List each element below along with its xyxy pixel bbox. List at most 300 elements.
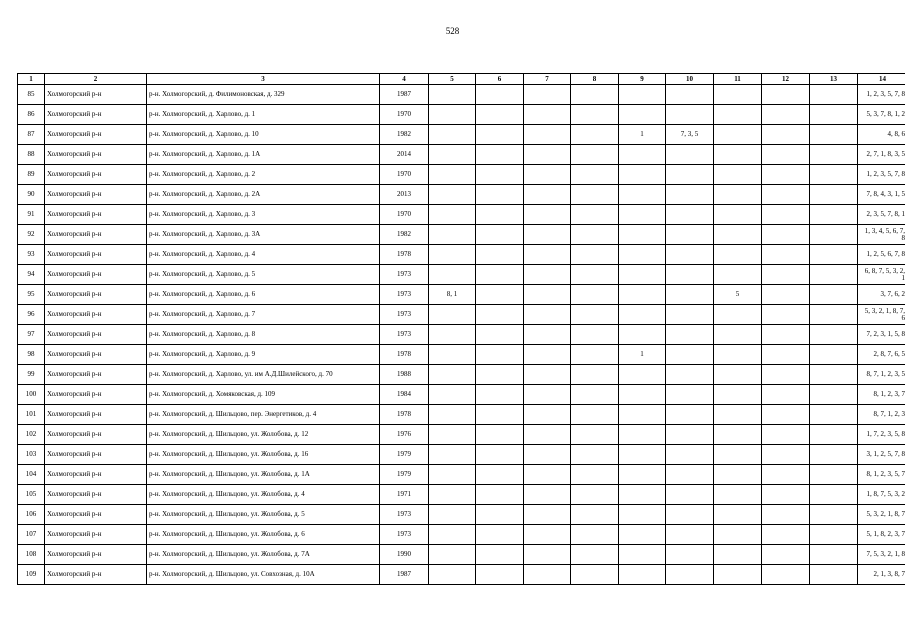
col13-cell (810, 105, 858, 125)
table-header-row (18, 74, 905, 85)
district-cell: Холмогорский р-н (45, 325, 147, 345)
col5-cell (429, 105, 476, 125)
col6-cell (476, 205, 524, 225)
table-row (18, 465, 905, 485)
col13-cell (810, 325, 858, 345)
col5-cell (429, 385, 476, 405)
col9-cell (619, 445, 666, 465)
column-header-6: 6 (476, 74, 524, 85)
row-number-cell: 94 (18, 265, 45, 285)
col7-cell (524, 285, 571, 305)
col9-cell (619, 565, 666, 585)
col10-cell (666, 325, 714, 345)
col8-cell (571, 145, 619, 165)
col5-cell (429, 325, 476, 345)
year-cell: 1979 (380, 465, 429, 485)
year-cell: 1987 (380, 565, 429, 585)
col11-cell (714, 105, 762, 125)
table-row (18, 165, 905, 185)
col5-cell (429, 505, 476, 525)
district-cell: Холмогорский р-н (45, 285, 147, 305)
col7-cell (524, 225, 571, 245)
col10-cell (666, 105, 714, 125)
col9-cell (619, 525, 666, 545)
col9-cell (619, 285, 666, 305)
col9-cell (619, 205, 666, 225)
col11-cell (714, 205, 762, 225)
col8-cell (571, 365, 619, 385)
col7-cell (524, 425, 571, 445)
col7-cell (524, 145, 571, 165)
col14-cell: 7, 5, 3, 2, 1, 8 (858, 545, 905, 565)
col13-cell (810, 285, 858, 305)
row-number-cell: 100 (18, 385, 45, 405)
table-row (18, 225, 905, 245)
col9-cell (619, 385, 666, 405)
col11-cell (714, 525, 762, 545)
col8-cell (571, 565, 619, 585)
col7-cell (524, 305, 571, 325)
col10-cell (666, 525, 714, 545)
col10-cell (666, 365, 714, 385)
col14-cell: 5, 3, 2, 1, 8, 7 (858, 505, 905, 525)
col11-cell (714, 125, 762, 145)
col12-cell (762, 345, 810, 365)
col5-cell: 8, 1 (429, 285, 476, 305)
col6-cell (476, 525, 524, 545)
col12-cell (762, 385, 810, 405)
col7-cell (524, 125, 571, 145)
column-header-1: 1 (18, 74, 45, 85)
col12-cell (762, 125, 810, 145)
column-header-13: 13 (810, 74, 858, 85)
col10-cell (666, 145, 714, 165)
col8-cell (571, 325, 619, 345)
address-cell: р-н. Холмогорский, д. Шильцово, пер. Энергетиков, д. 4 (147, 405, 380, 425)
col14-cell: 5, 1, 8, 2, 3, 7 (858, 525, 905, 545)
col5-cell (429, 225, 476, 245)
col8-cell (571, 465, 619, 485)
table-row (18, 525, 905, 545)
col7-cell (524, 445, 571, 465)
table-row (18, 325, 905, 345)
col14-cell: 6, 8, 7, 5, 3, 2, 1 (858, 265, 905, 285)
district-cell: Холмогорский р-н (45, 165, 147, 185)
col14-cell: 1, 2, 3, 5, 7, 8 (858, 85, 905, 105)
col6-cell (476, 365, 524, 385)
row-number-cell: 89 (18, 165, 45, 185)
year-cell: 1978 (380, 405, 429, 425)
address-cell: р-н. Холмогорский, д. Харлово, ул. им А.Д.Шилейского, д. 70 (147, 365, 380, 385)
col14-cell: 1, 2, 5, 6, 7, 8 (858, 245, 905, 265)
col12-cell (762, 565, 810, 585)
district-cell: Холмогорский р-н (45, 465, 147, 485)
col8-cell (571, 385, 619, 405)
col6-cell (476, 425, 524, 445)
year-cell: 1978 (380, 245, 429, 265)
col13-cell (810, 485, 858, 505)
district-cell: Холмогорский р-н (45, 85, 147, 105)
col5-cell (429, 265, 476, 285)
district-cell: Холмогорский р-н (45, 125, 147, 145)
row-number-cell: 93 (18, 245, 45, 265)
year-cell: 1988 (380, 365, 429, 385)
table-row (18, 425, 905, 445)
col12-cell (762, 285, 810, 305)
col11-cell (714, 165, 762, 185)
col14-cell: 7, 8, 4, 3, 1, 5 (858, 185, 905, 205)
table-body (18, 85, 905, 585)
col13-cell (810, 165, 858, 185)
col13-cell (810, 145, 858, 165)
year-cell: 1973 (380, 325, 429, 345)
district-cell: Холмогорский р-н (45, 265, 147, 285)
col10-cell (666, 225, 714, 245)
col5-cell (429, 345, 476, 365)
col11-cell (714, 385, 762, 405)
year-cell: 1984 (380, 385, 429, 405)
col7-cell (524, 565, 571, 585)
col6-cell (476, 505, 524, 525)
col6-cell (476, 185, 524, 205)
col7-cell (524, 185, 571, 205)
col8-cell (571, 485, 619, 505)
col13-cell (810, 185, 858, 205)
col8-cell (571, 285, 619, 305)
row-number-cell: 92 (18, 225, 45, 245)
table-row (18, 485, 905, 505)
col12-cell (762, 425, 810, 445)
col12-cell (762, 165, 810, 185)
col10-cell (666, 265, 714, 285)
col12-cell (762, 325, 810, 345)
col6-cell (476, 85, 524, 105)
col8-cell (571, 125, 619, 145)
district-cell: Холмогорский р-н (45, 245, 147, 265)
col5-cell (429, 205, 476, 225)
col5-cell (429, 125, 476, 145)
col12-cell (762, 205, 810, 225)
year-cell: 2013 (380, 185, 429, 205)
address-cell: р-н. Холмогорский, д. Харлово, д. 1А (147, 145, 380, 165)
col9-cell (619, 165, 666, 185)
col13-cell (810, 565, 858, 585)
col8-cell (571, 105, 619, 125)
column-header-12: 12 (762, 74, 810, 85)
col8-cell (571, 185, 619, 205)
col13-cell (810, 345, 858, 365)
col10-cell (666, 485, 714, 505)
table-row (18, 445, 905, 465)
district-cell: Холмогорский р-н (45, 425, 147, 445)
col13-cell (810, 545, 858, 565)
district-cell: Холмогорский р-н (45, 225, 147, 245)
col13-cell (810, 85, 858, 105)
address-cell: р-н. Холмогорский, д. Шильцово, ул. Жолобова, д. 12 (147, 425, 380, 445)
col11-cell (714, 145, 762, 165)
col9-cell (619, 505, 666, 525)
row-number-cell: 101 (18, 405, 45, 425)
col8-cell (571, 225, 619, 245)
column-header-10: 10 (666, 74, 714, 85)
col9-cell (619, 225, 666, 245)
col8-cell (571, 205, 619, 225)
table-row (18, 365, 905, 385)
row-number-cell: 107 (18, 525, 45, 545)
col6-cell (476, 325, 524, 345)
col5-cell (429, 165, 476, 185)
col14-cell: 3, 7, 6, 2 (858, 285, 905, 305)
district-cell: Холмогорский р-н (45, 445, 147, 465)
col7-cell (524, 105, 571, 125)
col8-cell (571, 165, 619, 185)
col11-cell (714, 185, 762, 205)
district-cell: Холмогорский р-н (45, 505, 147, 525)
col6-cell (476, 445, 524, 465)
table-row (18, 305, 905, 325)
col8-cell (571, 85, 619, 105)
col6-cell (476, 545, 524, 565)
col7-cell (524, 365, 571, 385)
col5-cell (429, 525, 476, 545)
column-header-11: 11 (714, 74, 762, 85)
column-header-4: 4 (380, 74, 429, 85)
col6-cell (476, 125, 524, 145)
col14-cell: 4, 8, 6 (858, 125, 905, 145)
year-cell: 1973 (380, 265, 429, 285)
row-number-cell: 95 (18, 285, 45, 305)
table-row (18, 505, 905, 525)
row-number-cell: 99 (18, 365, 45, 385)
col9-cell: 1 (619, 125, 666, 145)
address-cell: р-н. Холмогорский, д. Хомяковская, д. 109 (147, 385, 380, 405)
col12-cell (762, 225, 810, 245)
year-cell: 1990 (380, 545, 429, 565)
col9-cell (619, 105, 666, 125)
col9-cell (619, 145, 666, 165)
district-cell: Холмогорский р-н (45, 405, 147, 425)
col7-cell (524, 245, 571, 265)
column-header-9: 9 (619, 74, 666, 85)
district-cell: Холмогорский р-н (45, 365, 147, 385)
col14-cell: 5, 3, 7, 8, 1, 2 (858, 105, 905, 125)
col11-cell (714, 425, 762, 445)
col14-cell: 1, 7, 2, 3, 5, 8 (858, 425, 905, 445)
year-cell: 1973 (380, 305, 429, 325)
district-cell: Холмогорский р-н (45, 205, 147, 225)
table-row (18, 565, 905, 585)
address-cell: р-н. Холмогорский, д. Харлово, д. 3 (147, 205, 380, 225)
col12-cell (762, 525, 810, 545)
col8-cell (571, 405, 619, 425)
table-row (18, 345, 905, 365)
col9-cell (619, 485, 666, 505)
year-cell: 1982 (380, 125, 429, 145)
col7-cell (524, 165, 571, 185)
col9-cell (619, 545, 666, 565)
column-header-2: 2 (45, 74, 147, 85)
col6-cell (476, 245, 524, 265)
col12-cell (762, 265, 810, 285)
address-cell: р-н. Холмогорский, д. Шильцово, ул. Жолобова, д. 7А (147, 545, 380, 565)
col6-cell (476, 465, 524, 485)
col10-cell (666, 285, 714, 305)
row-number-cell: 109 (18, 565, 45, 585)
district-cell: Холмогорский р-н (45, 105, 147, 125)
col12-cell (762, 505, 810, 525)
district-cell: Холмогорский р-н (45, 305, 147, 325)
address-cell: р-н. Холмогорский, д. Шильцово, ул. Совхозная, д. 10А (147, 565, 380, 585)
col5-cell (429, 465, 476, 485)
table-row (18, 145, 905, 165)
table-row (18, 85, 905, 105)
col6-cell (476, 485, 524, 505)
col8-cell (571, 425, 619, 445)
col14-cell: 7, 2, 3, 1, 5, 8 (858, 325, 905, 345)
col10-cell (666, 405, 714, 425)
col8-cell (571, 545, 619, 565)
column-header-7: 7 (524, 74, 571, 85)
table-row (18, 385, 905, 405)
address-cell: р-н. Холмогорский, д. Филимоновская, д. 329 (147, 85, 380, 105)
year-cell: 1973 (380, 505, 429, 525)
row-number-cell: 87 (18, 125, 45, 145)
address-cell: р-н. Холмогорский, д. Харлово, д. 7 (147, 305, 380, 325)
col12-cell (762, 305, 810, 325)
col9-cell (619, 85, 666, 105)
district-cell: Холмогорский р-н (45, 565, 147, 585)
col11-cell (714, 245, 762, 265)
table-row (18, 545, 905, 565)
address-cell: р-н. Холмогорский, д. Шильцово, ул. Жолобова, д. 4 (147, 485, 380, 505)
col7-cell (524, 385, 571, 405)
col11-cell (714, 365, 762, 385)
address-cell: р-н. Холмогорский, д. Харлово, д. 3А (147, 225, 380, 245)
page-number: 528 (445, 26, 460, 36)
address-cell: р-н. Холмогорский, д. Харлово, д. 1 (147, 105, 380, 125)
col14-cell: 2, 3, 5, 7, 8, 1 (858, 205, 905, 225)
row-number-cell: 88 (18, 145, 45, 165)
col12-cell (762, 245, 810, 265)
col11-cell (714, 465, 762, 485)
col6-cell (476, 565, 524, 585)
address-cell: р-н. Холмогорский, д. Шильцово, ул. Жолобова, д. 16 (147, 445, 380, 465)
col10-cell (666, 185, 714, 205)
data-table (17, 73, 905, 585)
col12-cell (762, 485, 810, 505)
table-row (18, 205, 905, 225)
col6-cell (476, 225, 524, 245)
address-cell: р-н. Холмогорский, д. Харлово, д. 5 (147, 265, 380, 285)
col7-cell (524, 85, 571, 105)
col14-cell: 1, 2, 3, 5, 7, 8 (858, 165, 905, 185)
col10-cell: 7, 3, 5 (666, 125, 714, 145)
year-cell: 1973 (380, 525, 429, 545)
col6-cell (476, 105, 524, 125)
col11-cell (714, 545, 762, 565)
col12-cell (762, 365, 810, 385)
col14-cell: 8, 1, 2, 3, 7 (858, 385, 905, 405)
col7-cell (524, 525, 571, 545)
col14-cell: 1, 3, 4, 5, 6, 7, 8 (858, 225, 905, 245)
table-row (18, 285, 905, 305)
col10-cell (666, 565, 714, 585)
col11-cell (714, 345, 762, 365)
address-cell: р-н. Холмогорский, д. Харлово, д. 2А (147, 185, 380, 205)
col12-cell (762, 545, 810, 565)
col14-cell: 1, 8, 7, 5, 3, 2 (858, 485, 905, 505)
table-row (18, 105, 905, 125)
address-cell: р-н. Холмогорский, д. Харлово, д. 10 (147, 125, 380, 145)
column-header-8: 8 (571, 74, 619, 85)
col12-cell (762, 85, 810, 105)
col5-cell (429, 145, 476, 165)
district-cell: Холмогорский р-н (45, 185, 147, 205)
col13-cell (810, 225, 858, 245)
column-header-14: 14 (858, 74, 905, 85)
row-number-cell: 96 (18, 305, 45, 325)
col8-cell (571, 525, 619, 545)
col11-cell (714, 225, 762, 245)
col10-cell (666, 465, 714, 485)
col5-cell (429, 565, 476, 585)
year-cell: 1970 (380, 165, 429, 185)
table-row (18, 185, 905, 205)
row-number-cell: 104 (18, 465, 45, 485)
col10-cell (666, 385, 714, 405)
col8-cell (571, 265, 619, 285)
col6-cell (476, 345, 524, 365)
col9-cell (619, 325, 666, 345)
col9-cell: 1 (619, 345, 666, 365)
col13-cell (810, 525, 858, 545)
row-number-cell: 105 (18, 485, 45, 505)
col5-cell (429, 405, 476, 425)
row-number-cell: 98 (18, 345, 45, 365)
table-row (18, 125, 905, 145)
col7-cell (524, 545, 571, 565)
column-header-5: 5 (429, 74, 476, 85)
col11-cell (714, 505, 762, 525)
year-cell: 1973 (380, 285, 429, 305)
col5-cell (429, 485, 476, 505)
col13-cell (810, 445, 858, 465)
year-cell: 1987 (380, 85, 429, 105)
address-cell: р-н. Холмогорский, д. Харлово, д. 6 (147, 285, 380, 305)
col13-cell (810, 505, 858, 525)
col8-cell (571, 345, 619, 365)
col9-cell (619, 405, 666, 425)
col11-cell (714, 565, 762, 585)
address-cell: р-н. Холмогорский, д. Шильцово, ул. Жолобова, д. 1А (147, 465, 380, 485)
col12-cell (762, 105, 810, 125)
row-number-cell: 85 (18, 85, 45, 105)
year-cell: 1970 (380, 205, 429, 225)
district-cell: Холмогорский р-н (45, 385, 147, 405)
year-cell: 1982 (380, 225, 429, 245)
col10-cell (666, 545, 714, 565)
col12-cell (762, 145, 810, 165)
col7-cell (524, 205, 571, 225)
row-number-cell: 90 (18, 185, 45, 205)
col6-cell (476, 145, 524, 165)
col9-cell (619, 265, 666, 285)
col5-cell (429, 365, 476, 385)
col13-cell (810, 405, 858, 425)
col9-cell (619, 465, 666, 485)
district-cell: Холмогорский р-н (45, 525, 147, 545)
col13-cell (810, 265, 858, 285)
